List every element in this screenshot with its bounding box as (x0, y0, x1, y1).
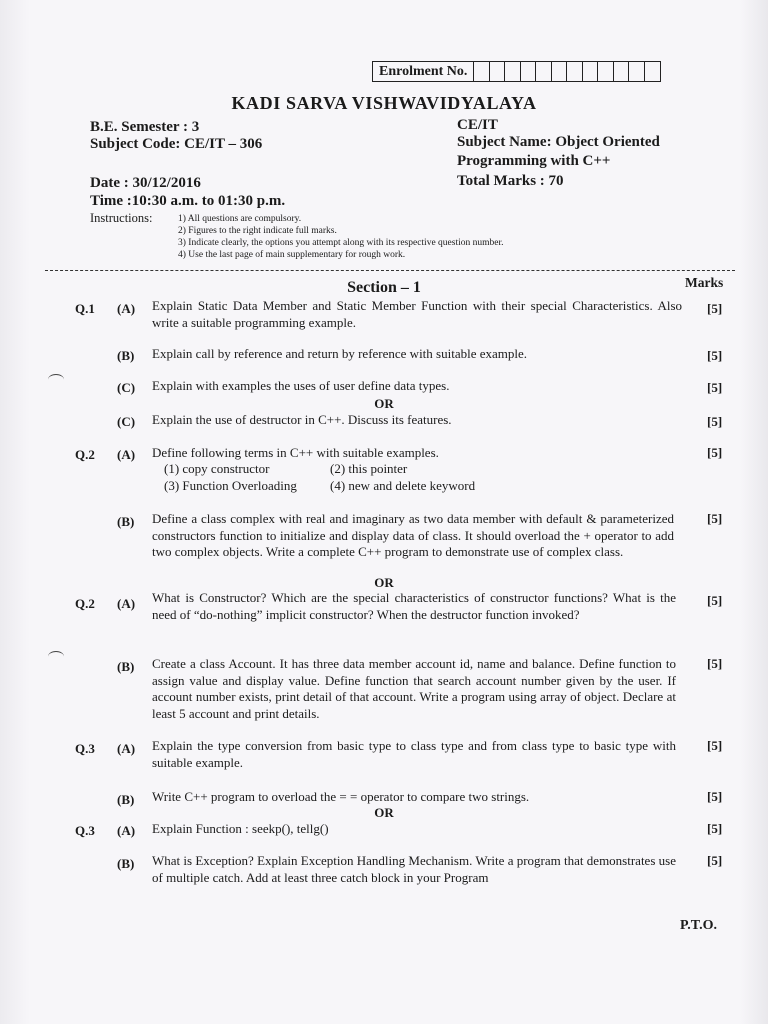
term-item: (3) Function Overloading (164, 478, 297, 493)
subject-name-line1: Subject Name: Object Oriented (457, 134, 660, 150)
or-separator: OR (374, 805, 394, 820)
term-item: (2) this pointer (330, 461, 408, 476)
instruction-item: 3) Indicate clearly, the options you attempt along with its respective question number. (178, 238, 504, 248)
question-marks: [5] (707, 348, 723, 363)
enrolment-digit-box (474, 62, 490, 81)
enrolment-digit-box (505, 62, 521, 81)
subject-code: Subject Code: CE/IT – 306 (90, 136, 263, 152)
enrolment-digit-box (629, 62, 645, 81)
enrolment-digit-box (521, 62, 537, 81)
question-number: Q.2 (75, 596, 95, 611)
enrolment-digit-box (490, 62, 506, 81)
exam-date: Date : 30/12/2016 (90, 175, 201, 191)
question-number: Q.3 (75, 823, 95, 838)
question-number: Q.3 (75, 741, 95, 756)
question-marks: [5] (707, 593, 723, 608)
question-marks: [5] (707, 853, 723, 868)
question-text: Explain Function : seekp(), tellg() (152, 821, 329, 836)
instruction-item: 1) All questions are compulsory. (178, 214, 302, 224)
question-text: Write C++ program to overload the = = operator to compare two strings. (152, 789, 530, 804)
pen-mark (48, 651, 64, 662)
university-name: KADI SARVA VISHWAVIDYALAYA (231, 93, 537, 113)
question-text: Explain Static Data Member and Static Member Function with their special Characteristics. Also write a suitable programming example. (152, 298, 682, 330)
section-title: Section – 1 (347, 279, 421, 296)
question-marks: [5] (707, 821, 723, 836)
sub-question-label: (C) (117, 414, 136, 429)
sub-question-label: (A) (117, 823, 136, 838)
instruction-item: 2) Figures to the right indicate full marks. (178, 226, 337, 236)
question-text: Define a class complex with real and imaginary as two data member with default & parameterized constructors function to initialize and display data of class. It should overload the + operator to add two complex objects. Write a complete C++ program to demonstrate use of complex class. (152, 511, 674, 559)
sub-question-label: (A) (117, 447, 136, 462)
question-text: Define following terms in C++ with suitable examples. (152, 445, 439, 460)
enrolment-digit-box (645, 62, 661, 81)
pen-mark (48, 374, 64, 385)
instructions-label: Instructions: (90, 211, 153, 225)
or-separator: OR (374, 575, 394, 590)
question-text: Explain the type conversion from basic type to class type and from class type to basic type with suitable example. (152, 738, 676, 770)
enrolment-box (372, 61, 661, 82)
question-text: Explain the use of destructor in C++. Discuss its features. (152, 412, 452, 427)
question-number: Q.2 (75, 447, 95, 462)
enrolment-digit-box (536, 62, 552, 81)
total-marks: Total Marks : 70 (457, 173, 564, 189)
question-text: What is Constructor? Which are the special characteristics of constructor functions? What is the need of “do-nothing” implicit constructor? When the destructor function invoked? (152, 590, 676, 622)
question-marks: [5] (707, 511, 723, 526)
or-separator: OR (374, 396, 394, 411)
marks-heading: Marks (685, 275, 724, 290)
sub-question-label: (A) (117, 301, 136, 316)
question-text: Create a class Account. It has three data member account id, name and balance. Define function to assign value and display value. Define function that search account number given by the user. If account number exists, print detail of that account. Write a program using array of object. Declare at least 5 account and print details. (152, 656, 676, 721)
question-marks: [5] (707, 738, 723, 753)
question-marks: [5] (707, 301, 723, 316)
enrolment-digit-box (614, 62, 630, 81)
instruction-item: 4) Use the last page of main supplementary for rough work. (178, 250, 406, 260)
exam-time: Time :10:30 a.m. to 01:30 p.m. (90, 193, 286, 209)
subject-name-line2: Programming with C++ (457, 153, 611, 169)
sub-question-label: (C) (117, 380, 136, 395)
question-number: Q.1 (75, 301, 95, 316)
sub-question-label: (B) (117, 348, 135, 363)
sub-question-label: (B) (117, 659, 135, 674)
page-turn-note: P.T.O. (680, 918, 717, 933)
term-item: (4) new and delete keyword (330, 478, 476, 493)
sub-question-label: (B) (117, 514, 135, 529)
question-marks: [5] (707, 414, 723, 429)
question-text: Explain call by reference and return by reference with suitable example. (152, 346, 528, 361)
question-text: What is Exception? Explain Exception Handling Mechanism. Write a program that demonstrates use of multiple catch. Add at least three catch block in your Program (152, 853, 676, 885)
sub-question-label: (A) (117, 741, 136, 756)
sub-question-label: (B) (117, 792, 135, 807)
semester: B.E. Semester : 3 (90, 119, 200, 135)
question-marks: [5] (707, 789, 723, 804)
enrolment-digit-box (552, 62, 568, 81)
sub-question-label: (A) (117, 596, 136, 611)
enrolment-label: Enrolment No. (373, 62, 474, 81)
term-item: (1) copy constructor (164, 461, 270, 476)
question-marks: [5] (707, 445, 723, 460)
section-divider (45, 270, 735, 271)
enrolment-digit-box (583, 62, 599, 81)
question-marks: [5] (707, 656, 723, 671)
enrolment-digit-box (598, 62, 614, 81)
question-text: Explain with examples the uses of user define data types. (152, 378, 450, 393)
enrolment-digit-box (567, 62, 583, 81)
question-marks: [5] (707, 380, 723, 395)
sub-question-label: (B) (117, 856, 135, 871)
branch: CE/IT (457, 117, 498, 133)
